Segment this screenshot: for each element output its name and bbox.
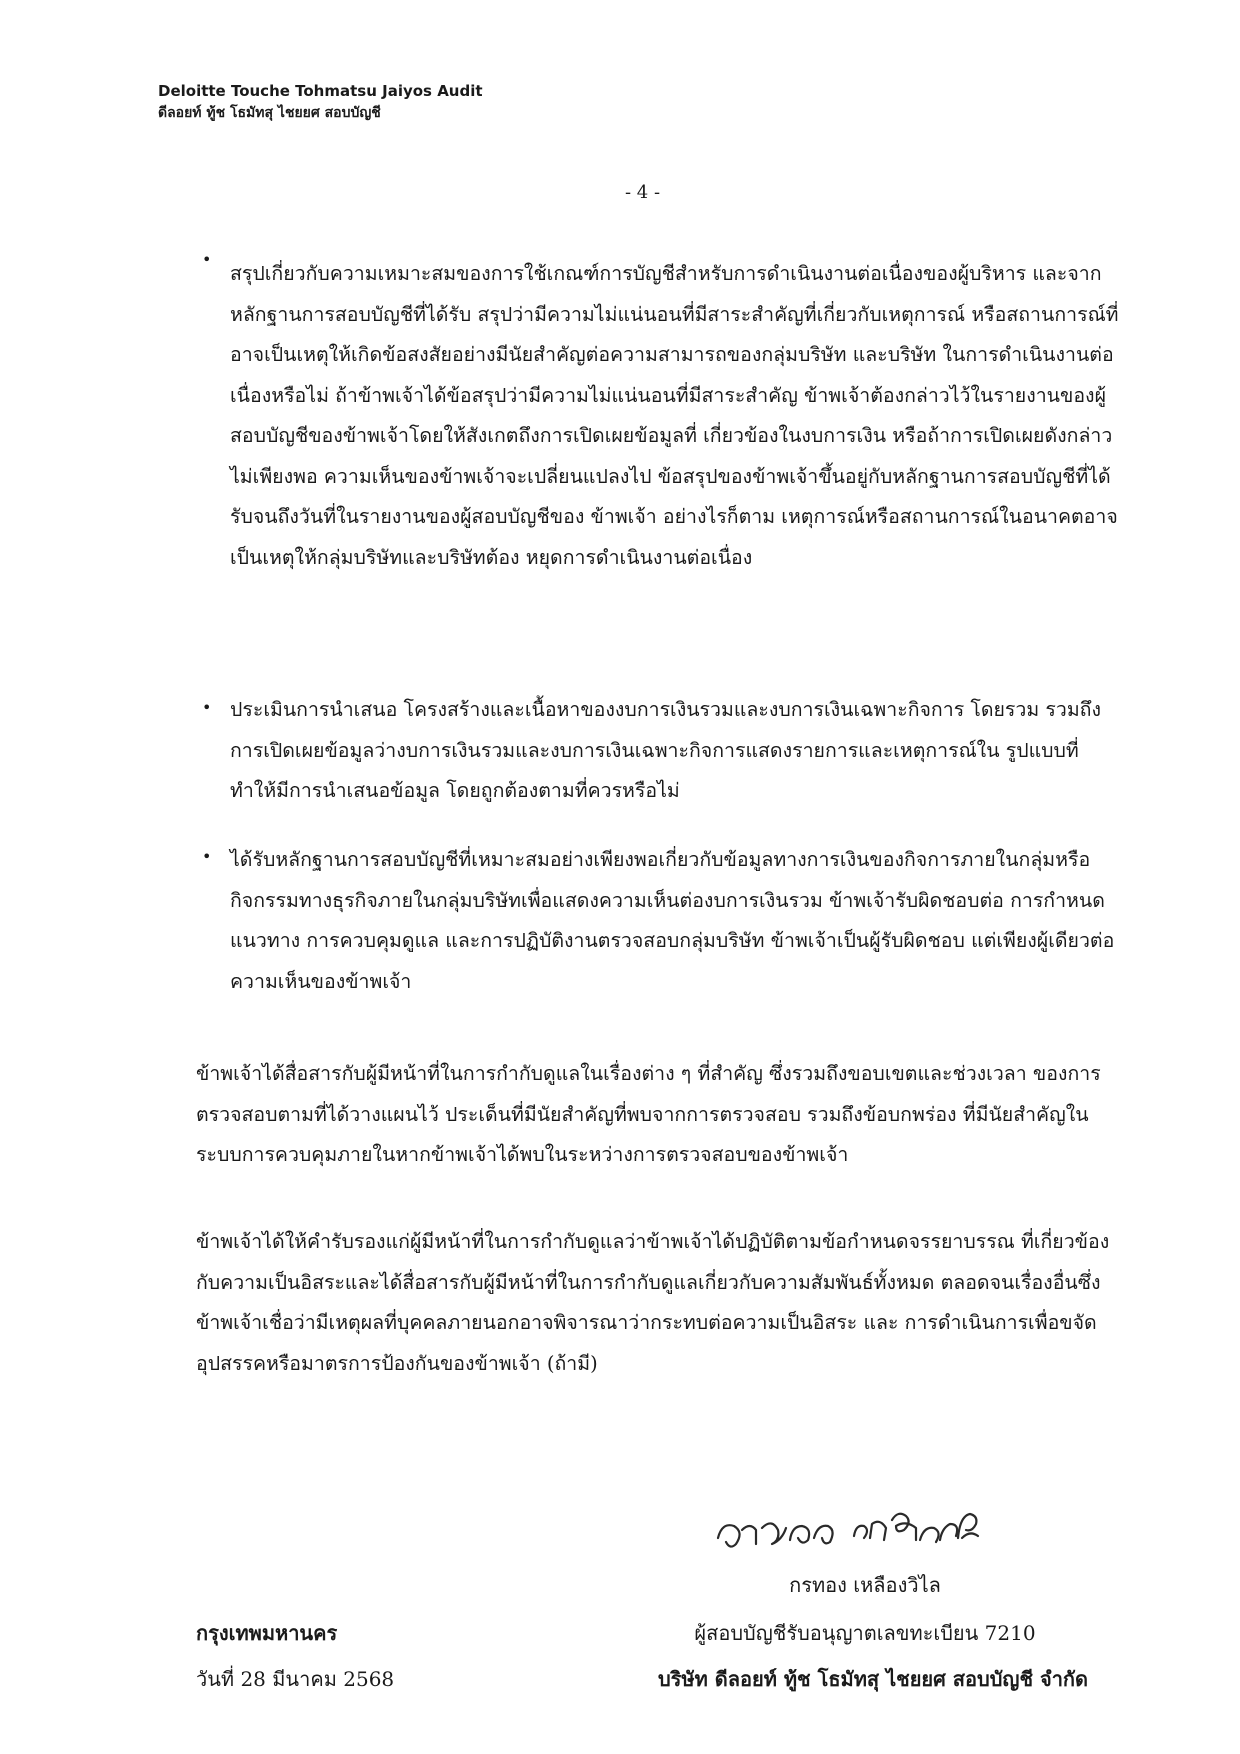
bullet-marker: •: [202, 698, 212, 717]
audit-firm-name: บริษัท ดีลอยท์ ทู้ช โธมัทสุ ไชยยศ สอบบัญชี จำกัด: [657, 1667, 1089, 1691]
bullet-marker: •: [202, 847, 212, 866]
firm-name-english: Deloitte Touche Tohmatsu Jaiyos Audit: [158, 82, 483, 100]
report-date: วันที่ 28 มีนาคม 2568: [196, 1667, 395, 1691]
firm-name-thai: ดีลอยท์ ทู้ช โธมัทสุ ไชยยศ สอบบัญชี: [158, 105, 381, 121]
city: กรุงเทพมหานคร: [196, 1621, 338, 1645]
bullet-item-presentation: ประเมินการนำเสนอ โครงสร้างและเนื้อหาของงบการเงินรวมและงบการเงินเฉพาะกิจการ โดยรวม รวมถึงการเปิดเผยข้อมูลว่างบการเงินรวมและงบการเงินเฉพาะกิจการแสดงรายการและเหตุการณ์ใน รูปแบบที่ทำให้มีการนำเสนอข้อมูล โดยถูกต้องตามที่ควรหรือไม่: [230, 698, 1102, 802]
page-number: - 4 -: [624, 182, 661, 203]
bullet-item-group-evidence: ได้รับหลักฐานการสอบบัญชีที่เหมาะสมอย่างเพียงพอเกี่ยวกับข้อมูลทางการเงินของกิจการภายในกลุ่มหรือ กิจกรรมทางธุรกิจภายในกลุ่มบริษัทเพื่อแสดงความเห็นต่องบการเงินรวม ข้าพเจ้ารับผิดชอบต่อ การกำหนดแนวทาง การควบคุมดูแล และการปฏิบัติงานตรวจสอบกลุ่มบริษัท ข้าพเจ้าเป็นผู้รับผิดชอบ แต่เพียงผู้เดียวต่อความเห็นของข้าพเจ้า: [230, 848, 1115, 993]
bullet-item-going-concern: สรุปเกี่ยวกับความเหมาะสมของการใช้เกณฑ์การบัญชีสำหรับการดำเนินงานต่อเนื่องของผู้บริหาร และจากหลักฐานการสอบบัญชีที่ได้รับ สรุปว่ามีความไม่แน่นอนที่มีสาระสำคัญที่เกี่ยวกับเหตุการณ์ หรือสถานการณ์ที่อาจเป็นเหตุให้เกิดข้อสงสัยอย่างมีนัยสำคัญต่อความสามารถของกลุ่มบริษัท และบริษัท ในการดำเนินงานต่อเนื่องหรือไม่ ถ้าข้าพเจ้าได้ข้อสรุปว่ามีความไม่แน่นอนที่มีสาระสำคัญ ข้าพเจ้าต้องกล่าวไว้ในรายงานของผู้สอบบัญชีของข้าพเจ้าโดยให้สังเกตถึงการเปิดเผยข้อมูลที่ เกี่ยวข้องในงบการเงิน หรือถ้าการเปิดเผยดังกล่าวไม่เพียงพอ ความเห็นของข้าพเจ้าจะเปลี่ยนแปลงไป ข้อสรุปของข้าพเจ้าขึ้นอยู่กับหลักฐานการสอบบัญชีที่ได้รับจนถึงวันที่ในรายงานของผู้สอบบัญชีของ ข้าพเจ้า อย่างไรก็ตาม เหตุการณ์หรือสถานการณ์ในอนาคตอาจเป็นเหตุให้กลุ่มบริษัทและบริษัทต้อง หยุดการดำเนินงานต่อเนื่อง: [230, 262, 1119, 569]
paragraph-governance-communication: ข้าพเจ้าได้สื่อสารกับผู้มีหน้าที่ในการกำกับดูแลในเรื่องต่าง ๆ ที่สำคัญ ซึ่งรวมถึงขอบเขตและช่วงเวลา ของการตรวจสอบตามที่ได้วางแผนไว้ ประเด็นที่มีนัยสำคัญที่พบจากการตรวจสอบ รวมถึงข้อบกพร่อง ที่มีนัยสำคัญในระบบการควบคุมภายในหากข้าพเจ้าได้พบในระหว่างการตรวจสอบของข้าพเจ้า: [196, 1062, 1101, 1166]
auditor-name: กรทอง เหลืองวิไล: [789, 1573, 941, 1597]
bullet-marker: •: [202, 250, 212, 269]
auditor-license: ผู้สอบบัญชีรับอนุญาตเลขทะเบียน 7210: [694, 1621, 1036, 1645]
paragraph-independence-statement: ข้าพเจ้าได้ให้คำรับรองแก่ผู้มีหน้าที่ในการกำกับดูแลว่าข้าพเจ้าได้ปฏิบัติตามข้อกำหนดจรรยาบรรณ ที่เกี่ยวข้องกับความเป็นอิสระและได้สื่อสารกับผู้มีหน้าที่ในการกำกับดูแลเกี่ยวกับความสัมพันธ์ทั้งหมด ตลอดจนเรื่องอื่นซึ่งข้าพเจ้าเชื่อว่ามีเหตุผลที่บุคคลภายนอกอาจพิจารณาว่ากระทบต่อความเป็นอิสระ และ การดำเนินการเพื่อขจัดอุปสรรคหรือมาตรการป้องกันของข้าพเจ้า (ถ้ามี): [196, 1230, 1110, 1375]
